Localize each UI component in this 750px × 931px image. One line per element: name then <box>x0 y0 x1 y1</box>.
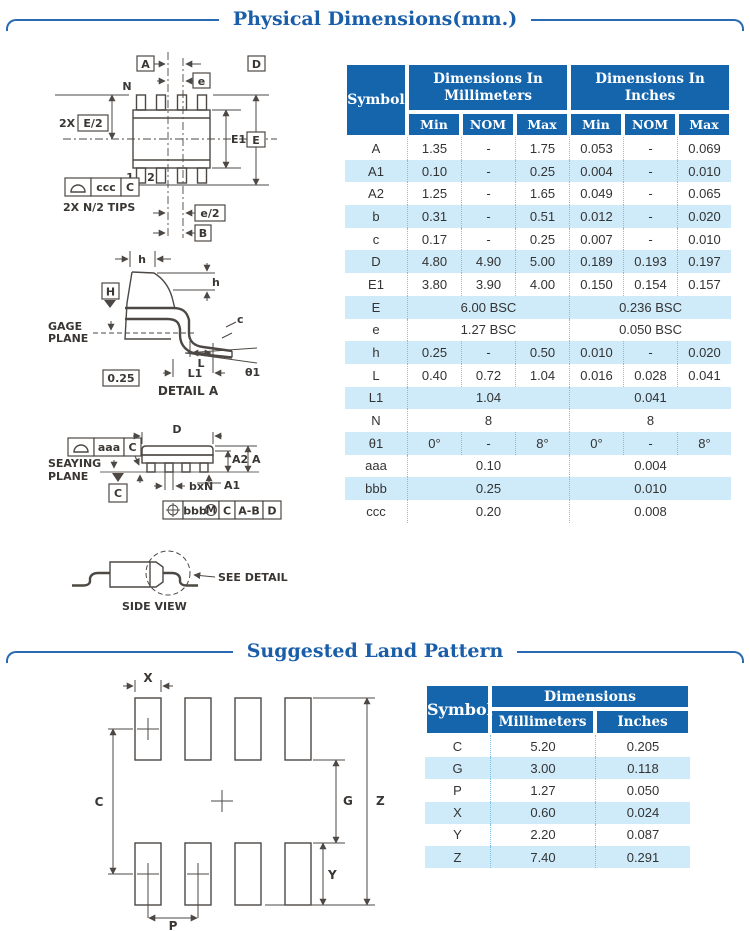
value-cell: 0° <box>569 432 623 455</box>
value-cell: 0.069 <box>677 137 731 160</box>
value-cell: 0.17 <box>407 228 461 251</box>
value-cell: 0.25 <box>515 160 569 183</box>
land-table-head <box>425 684 690 735</box>
fcf-c-label: C <box>125 181 135 194</box>
feature-control-frame-aaa <box>68 438 141 456</box>
side-view-drawing <box>60 540 310 625</box>
value-cell: - <box>623 182 677 205</box>
title-rule-left <box>6 19 219 31</box>
table-row <box>425 757 690 779</box>
symbol-cell: e <box>372 322 380 338</box>
table-row <box>345 205 731 228</box>
dim-label-e-half: e/2 <box>200 207 220 220</box>
value-cell: - <box>623 205 677 228</box>
value-cell: 0.016 <box>569 364 623 387</box>
col-header-symbol: Symbol <box>425 684 490 735</box>
symbol-cell: bbb <box>365 481 387 497</box>
value-cell: 0.065 <box>677 182 731 205</box>
dim-label-bxN: bxN <box>189 480 214 493</box>
table-row <box>345 477 731 500</box>
table-row <box>345 432 731 455</box>
package-outline <box>110 562 163 587</box>
value-cell: 4.80 <box>407 250 461 273</box>
value-cell: 0° <box>407 432 461 455</box>
value-cell: 0.049 <box>569 182 623 205</box>
value-cell: 8° <box>515 432 569 455</box>
seating-plane-label-1: SEAYING <box>48 457 102 470</box>
fcf-c2-label: C <box>222 504 232 518</box>
col-header-millimeters: Millimeters <box>490 709 595 735</box>
dim-label-E2: E/2 <box>83 117 103 130</box>
value-cell: 0.50 <box>515 341 569 364</box>
left-lead <box>72 573 110 586</box>
fcf-bbb-label: bbb <box>183 504 207 518</box>
pin-number-2: 2 <box>147 171 155 184</box>
value-cell: 1.27 <box>490 779 595 801</box>
col-group-dimensions: Dimensions <box>490 684 690 709</box>
dim-label-Z: Z <box>376 794 385 808</box>
value-cell: 3.90 <box>461 273 515 296</box>
value-cell: 1.25 <box>407 182 461 205</box>
table-row <box>345 455 731 478</box>
value-cell: 5.20 <box>490 735 595 757</box>
table-row <box>425 735 690 757</box>
symbol-cell: L <box>372 367 380 383</box>
value-cell: 0.189 <box>569 250 623 273</box>
symbol-cell: E <box>371 299 381 315</box>
value-cell: 0.050 <box>595 779 690 801</box>
page-title: Physical Dimensions(mm.) <box>232 8 518 30</box>
value-cell: 0.118 <box>595 757 690 779</box>
value-cell-span: 0.004 <box>569 455 731 478</box>
value-cell-span: 8 <box>407 409 569 432</box>
section1-header <box>6 8 744 31</box>
value-cell: - <box>461 182 515 205</box>
symbol-cell: C <box>452 738 463 754</box>
value-cell-span: 0.25 <box>407 477 569 500</box>
table-row <box>345 182 731 205</box>
col-header-inches: Inches <box>595 709 690 735</box>
symbol-cell: D <box>371 254 381 270</box>
table-row <box>425 802 690 824</box>
value-cell: 4.00 <box>515 273 569 296</box>
datum-label-C: C <box>113 487 123 500</box>
value-cell: 0.012 <box>569 205 623 228</box>
value-cell: 0.10 <box>407 160 461 183</box>
feature-control-frame-bbb <box>163 501 281 519</box>
dim-label-h-right: h <box>212 276 220 289</box>
table-row <box>425 779 690 801</box>
symbol-cell: L1 <box>368 390 384 406</box>
symbol-cell: c <box>372 231 380 247</box>
value-cell: 0.007 <box>569 228 623 251</box>
dim-label-e: e <box>197 75 206 88</box>
table-row <box>425 846 690 868</box>
value-cell: - <box>623 228 677 251</box>
body-edge <box>132 272 175 309</box>
value-cell: 0.40 <box>407 364 461 387</box>
dim-table-head <box>345 63 731 137</box>
value-cell: - <box>623 432 677 455</box>
fcf-m-label: M <box>205 503 217 517</box>
lead-upper-edge <box>125 308 232 351</box>
dim-label-E: E <box>252 134 260 147</box>
symbol-cell: E1 <box>368 276 384 292</box>
value-cell: 0.010 <box>677 228 731 251</box>
value-cell: 0.024 <box>595 802 690 824</box>
symbol-cell: h <box>372 345 380 361</box>
col-header-nom-in: NOM <box>623 112 677 137</box>
col-group-inches: Dimensions In Inches <box>569 63 731 112</box>
value-cell-span: 6.00 BSC <box>407 296 569 319</box>
gage-plane-label-1: GAGE <box>48 320 83 333</box>
land-table-body <box>425 735 690 868</box>
dim-label-2x: 2X <box>59 117 76 130</box>
col-header-max-mm: Max <box>515 112 569 137</box>
value-cell: 0.010 <box>677 160 731 183</box>
dim-label-theta1: θ1 <box>245 366 261 379</box>
tips-note: 2X N/2 TIPS <box>63 201 136 214</box>
col-header-max-in: Max <box>677 112 731 137</box>
symbol-cell: aaa <box>365 458 387 474</box>
table-row <box>345 160 731 183</box>
table-row <box>345 228 731 251</box>
feature-control-frame-ccc <box>65 178 139 196</box>
value-cell-span: 0.041 <box>569 387 731 410</box>
value-cell-span: 0.20 <box>407 500 569 523</box>
dim-label-D: D <box>172 423 182 436</box>
dim-label-c: c <box>237 313 244 326</box>
symbol-cell: b <box>372 208 380 224</box>
value-cell: 0.197 <box>677 250 731 273</box>
dim-label-L1: L1 <box>187 367 203 380</box>
value-cell: 1.35 <box>407 137 461 160</box>
dim-label-C: C <box>94 795 104 809</box>
dim-label-D: D <box>251 58 262 71</box>
value-cell: - <box>461 160 515 183</box>
value-cell: 0.157 <box>677 273 731 296</box>
col-header-symbol: Symbol <box>345 63 407 137</box>
value-cell: 3.80 <box>407 273 461 296</box>
value-cell: - <box>461 341 515 364</box>
symbol-cell: θ1 <box>368 435 384 451</box>
col-header-nom-mm: NOM <box>461 112 515 137</box>
dim-label-A2: A2 <box>232 453 249 466</box>
right-lead <box>163 573 198 586</box>
seating-plane-label-2: PLANE <box>48 470 89 483</box>
table-row <box>345 500 731 523</box>
value-cell: - <box>461 228 515 251</box>
dim-label-Y: Y <box>328 868 337 882</box>
value-cell: 0.31 <box>407 205 461 228</box>
symbol-cell: A1 <box>368 163 384 179</box>
top-pins <box>137 95 207 110</box>
value-cell: - <box>623 160 677 183</box>
title-rule-right <box>517 651 744 663</box>
table-row <box>345 341 731 364</box>
table-row <box>345 250 731 273</box>
value-cell: 0.010 <box>569 341 623 364</box>
symbol-cell: A <box>371 140 381 156</box>
value-cell: 5.00 <box>515 250 569 273</box>
top-pads <box>135 698 311 760</box>
table-row <box>345 296 731 319</box>
table-row <box>345 387 731 410</box>
value-cell-span: 0.236 BSC <box>569 296 731 319</box>
table-row <box>345 319 731 342</box>
dim-label-025: 0.25 <box>107 372 135 385</box>
value-cell: 0.028 <box>623 364 677 387</box>
value-cell: 0.25 <box>407 341 461 364</box>
dim-label-B: B <box>198 227 208 240</box>
symbol-cell: G <box>452 760 463 776</box>
value-cell: 0.004 <box>569 160 623 183</box>
value-cell-span: 0.008 <box>569 500 731 523</box>
value-cell: 3.00 <box>490 757 595 779</box>
fcf-ab-label: A-B <box>238 504 260 518</box>
table-row <box>345 137 731 160</box>
symbol-cell: X <box>453 805 462 821</box>
value-cell-span: 0.050 BSC <box>569 319 731 342</box>
lead-detail-drawing <box>45 245 335 400</box>
value-cell: 0.72 <box>461 364 515 387</box>
value-cell-span: 0.010 <box>569 477 731 500</box>
col-group-mm: Dimensions In Millimeters <box>407 63 569 112</box>
value-cell: - <box>461 432 515 455</box>
fcf-d-label: D <box>267 504 277 518</box>
land-pattern-drawing <box>75 672 395 931</box>
fcf-c-label: C <box>128 441 137 454</box>
value-cell: 0.291 <box>595 846 690 868</box>
package-body <box>142 455 213 463</box>
value-cell-span: 0.10 <box>407 455 569 478</box>
package-cap <box>142 446 213 455</box>
fcf-ccc-label: ccc <box>96 181 116 194</box>
gage-plane-label-2: PLANE <box>48 332 89 345</box>
value-cell: 1.65 <box>515 182 569 205</box>
package-side-seating-drawing <box>45 420 335 535</box>
section2-title: Suggested Land Pattern <box>246 640 504 662</box>
col-header-min-in: Min <box>569 112 623 137</box>
lead-lower-edge <box>125 319 232 358</box>
land-pattern-table <box>425 684 690 868</box>
pin-count-label-N: N <box>122 80 132 93</box>
value-cell: 0.51 <box>515 205 569 228</box>
table-row <box>345 364 731 387</box>
symbol-cell: Z <box>453 849 462 865</box>
section2-header <box>6 640 744 663</box>
table-row <box>425 824 690 846</box>
value-cell: 7.40 <box>490 846 595 868</box>
value-cell-span: 1.27 BSC <box>407 319 569 342</box>
table-row <box>345 273 731 296</box>
symbol-cell: Y <box>453 827 462 843</box>
symbol-cell: A2 <box>368 186 384 202</box>
package-pins <box>147 463 208 472</box>
symbol-cell: N <box>371 413 381 429</box>
value-cell: 4.90 <box>461 250 515 273</box>
title-rule-left <box>6 651 233 663</box>
value-cell-span: 1.04 <box>407 387 569 410</box>
value-cell: 1.75 <box>515 137 569 160</box>
value-cell: 2.20 <box>490 824 595 846</box>
value-cell: 0.205 <box>595 735 690 757</box>
title-rule-right <box>531 19 744 31</box>
dim-label-H: H <box>105 285 116 299</box>
value-cell: 0.041 <box>677 364 731 387</box>
dim-label-X: X <box>143 672 153 685</box>
dim-label-A: A <box>141 58 150 71</box>
value-cell: 0.193 <box>623 250 677 273</box>
side-view-caption: SIDE VIEW <box>122 600 187 613</box>
value-cell: 0.60 <box>490 802 595 824</box>
value-cell: 0.25 <box>515 228 569 251</box>
value-cell: - <box>461 205 515 228</box>
see-detail-label: SEE DETAIL <box>218 571 288 584</box>
value-cell: 0.150 <box>569 273 623 296</box>
symbol-cell: P <box>453 782 462 798</box>
detail-a-caption: DETAIL A <box>157 384 219 398</box>
value-cell: 8° <box>677 432 731 455</box>
package-top-view-drawing <box>45 48 335 242</box>
col-header-min-mm: Min <box>407 112 461 137</box>
dim-label-P: P <box>168 919 178 931</box>
value-cell: 0.020 <box>677 341 731 364</box>
symbol-cell: ccc <box>366 503 386 519</box>
fcf-aaa-label: aaa <box>97 441 121 454</box>
dim-label-A1: A1 <box>224 479 241 492</box>
dim-label-G: G <box>343 794 353 808</box>
value-cell: 0.053 <box>569 137 623 160</box>
dim-label-L: L <box>197 357 205 370</box>
dim-label-h-top: h <box>138 253 146 266</box>
value-cell: 1.04 <box>515 364 569 387</box>
value-cell: 0.087 <box>595 824 690 846</box>
value-cell: - <box>461 137 515 160</box>
physical-dimensions-table <box>345 63 731 523</box>
dim-label-E1: E1 <box>231 133 247 146</box>
value-cell: - <box>623 341 677 364</box>
value-cell-span: 8 <box>569 409 731 432</box>
table-row <box>345 409 731 432</box>
bottom-pads <box>135 843 311 905</box>
dim-table-body <box>345 137 731 523</box>
datum-triangle-icon <box>112 473 124 482</box>
value-cell: 0.020 <box>677 205 731 228</box>
dim-label-A: A <box>252 453 261 466</box>
value-cell: - <box>623 137 677 160</box>
datum-triangle-icon <box>104 300 116 308</box>
value-cell: 0.154 <box>623 273 677 296</box>
